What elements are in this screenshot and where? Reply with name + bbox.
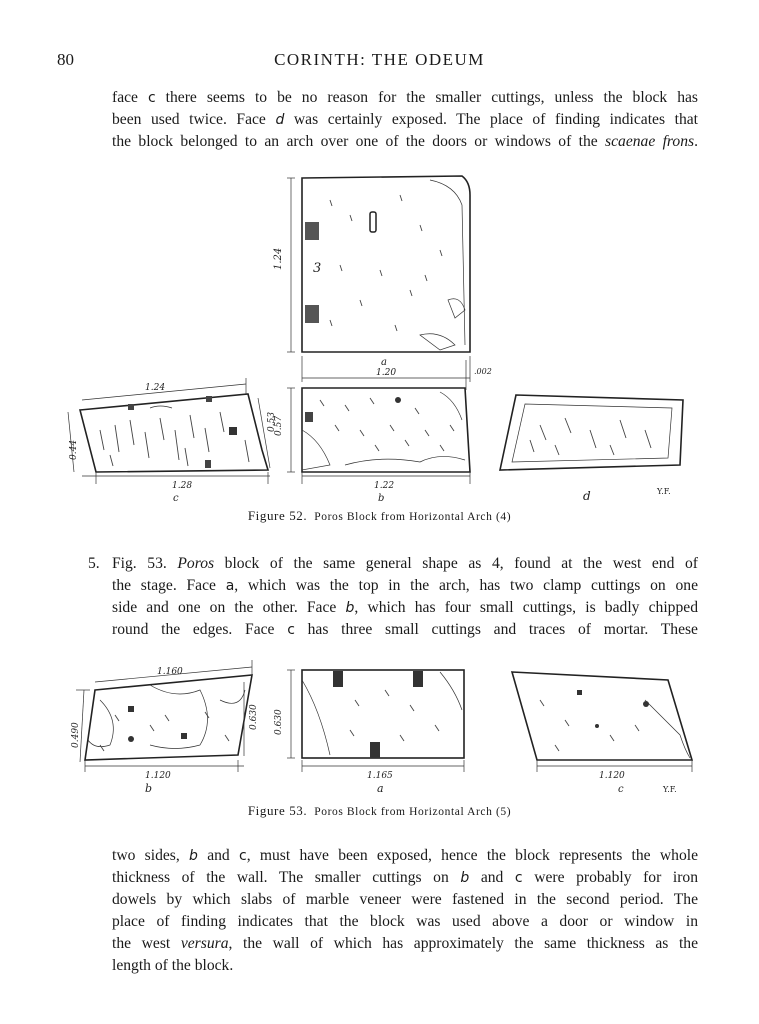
item5-line-4: round the edges. Face c has three small cuttings and traces of mortar. These [112,621,698,638]
fig53-face-a-label: a [377,782,384,795]
fig52-dim-b-width: 1.22 [374,481,395,491]
fig52-dim-a-gap: .002 [474,367,492,376]
fig52-face-d-label: d [583,489,591,503]
item-number: 5. [88,555,100,572]
fig52-dim-a-height: 1.24 [273,247,284,270]
figure53-face-c [512,672,692,772]
fig53-dim-b-top: 1.160 [157,667,183,677]
figure-53-caption: Figure 53. Poros Block from Horizontal Arch (5) [247,803,512,818]
fig53-dim-a-width: 1.165 [367,771,393,781]
closing-line-1: two sides, b and c, must have been exposed, hence the block represents the whole [112,847,698,864]
figure53-face-a [287,670,464,772]
running-title: CORINTH: THE ODEUM [274,50,485,69]
fig52-initials: Y.F. [657,487,671,496]
figure-52-caption: Figure 52. Poros Block from Horizontal Arch (4) [247,508,512,523]
fig52-a-mark: 3 [313,261,322,276]
item5-line-2: the stage. Face a, which was the top in the arch, has two clamp cuttings on one [112,577,698,594]
fig53-dim-b-bottom: 1.120 [145,771,171,781]
closing-line-5: the west versura, the wall of which has approximately the same thickness as the [112,935,698,952]
fig52-face-b-label: b [378,493,385,504]
fig52-dim-c-top: 1.24 [145,383,166,393]
fig52-dim-b-height: 0.57 [274,415,284,436]
fig52-face-a-label: a [381,357,387,368]
intro-line-1: face c there seems to be no reason for the smaller cuttings, unless the block has [112,89,698,106]
fig52-face-c-label: c [173,493,179,504]
closing-line-3: dowels by which slabs of marble veneer were fastened in the second period. The [112,891,698,908]
fig53-face-b-label: b [145,782,153,795]
fig52-dim-a-width: 1.20 [376,368,397,378]
fig53-dim-b-right: 0.630 [249,704,259,730]
item5-line-1: Fig. 53. Poros block of the same general shape as 4, found at the west end of [112,555,698,572]
closing-line-4: place of finding indicates that the block was used above a door or window in [112,913,698,930]
fig52-dim-c-right: 0.53 [267,411,277,432]
fig53-initials: Y.F. [663,785,677,794]
fig52-dim-c-bottom: 1.28 [172,481,193,491]
closing-line-6: length of the block. [112,957,234,974]
fig52-dim-c-left: 0.44 [69,439,79,460]
item5-line-3: side and one on the other. Face b, which has four small cuttings, is badly chipped [112,599,698,616]
intro-line-3: the block belonged to an arch over one of the doors or windows of the scaenae frons. [112,133,698,150]
fig53-face-c-label: c [618,784,624,795]
fig53-dim-a-height: 0.630 [274,709,284,735]
closing-line-2: thickness of the wall. The smaller cuttings on b and c were probably for iron [112,869,698,886]
fig53-dim-b-left: 0.490 [71,722,81,748]
fig53-dim-c-bottom: 1.120 [599,771,625,781]
page-number: 80 [57,50,74,69]
intro-line-2: been used twice. Face d was certainly exposed. The place of finding indicates that [112,111,699,128]
